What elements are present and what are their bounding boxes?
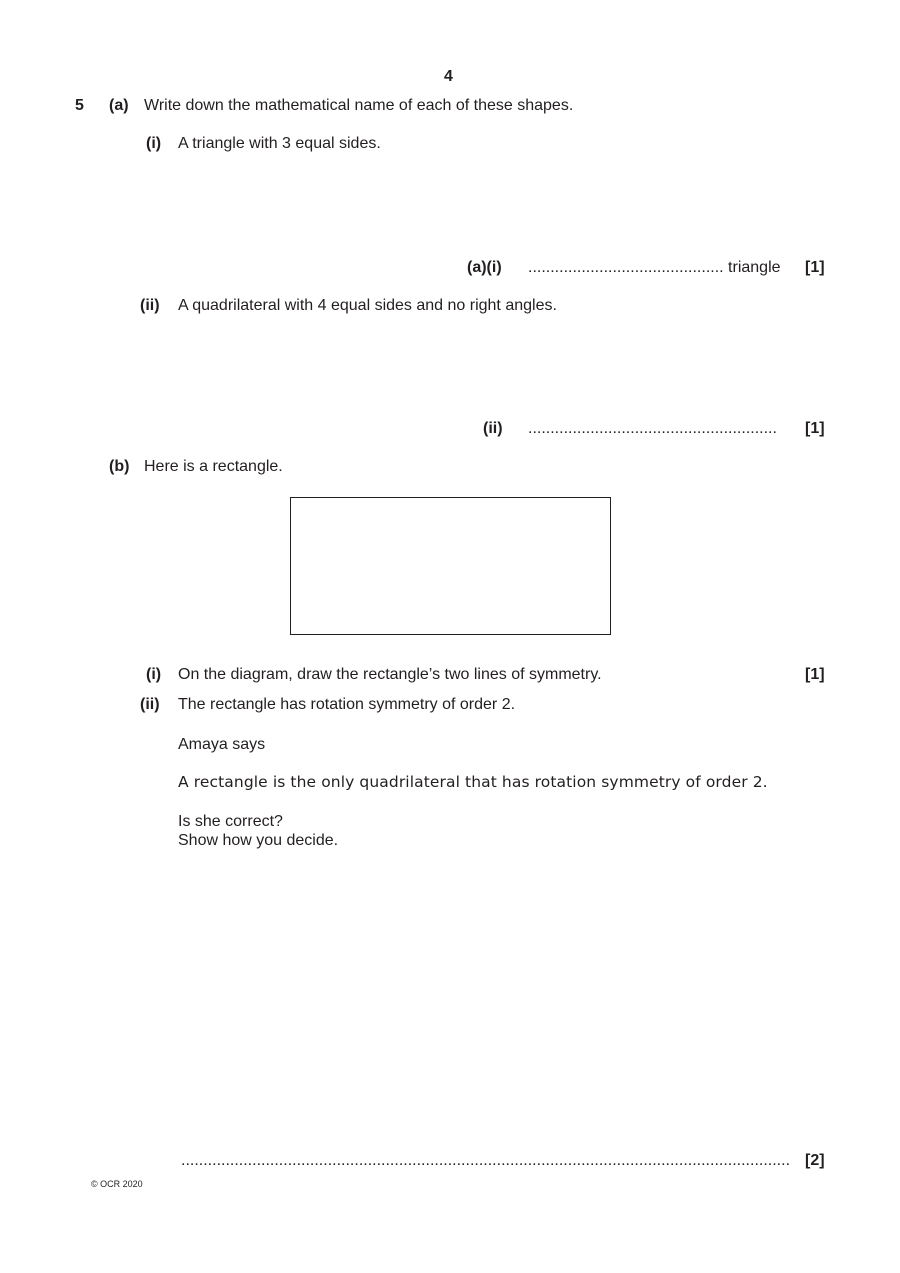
- part-b-i-marks: [1]: [805, 666, 825, 683]
- part-b-i-text: On the diagram, draw the rectangle’s two lines of symmetry.: [178, 666, 602, 683]
- speaker-text: Amaya says: [178, 736, 266, 753]
- part-b-ii-text: The rectangle has rotation symmetry of order 2.: [178, 696, 516, 713]
- part-a-i-label: (i): [146, 135, 162, 152]
- part-a-text: Write down the mathematical name of each of these shapes.: [144, 97, 574, 114]
- part-a-i-answer-ref: (a)(i): [467, 259, 502, 276]
- part-a-i-answer-line[interactable]: ............................................ triangle: [528, 259, 781, 276]
- question-line-1: Is she correct?: [178, 813, 283, 830]
- part-a-ii-answer-line[interactable]: ........................................................: [528, 420, 777, 437]
- question-line-2: Show how you decide.: [178, 832, 339, 849]
- part-a-i-marks: [1]: [805, 259, 825, 276]
- part-a-ii-label: (ii): [140, 297, 160, 314]
- part-a-label: (a): [109, 97, 129, 114]
- part-b-i-label: (i): [146, 666, 162, 683]
- part-a-ii-text: A quadrilateral with 4 equal sides and no right angles.: [178, 297, 557, 314]
- part-b-ii-marks: [2]: [805, 1152, 825, 1169]
- part-b-ii-answer-line[interactable]: .........................................................................................................................................: [181, 1152, 791, 1169]
- part-b-ii-label: (ii): [140, 696, 160, 713]
- part-a-ii-marks: [1]: [805, 420, 825, 437]
- part-a-i-text: A triangle with 3 equal sides.: [178, 135, 381, 152]
- question-number: 5: [75, 97, 84, 114]
- rectangle-diagram[interactable]: [290, 497, 611, 635]
- part-b-text: Here is a rectangle.: [144, 458, 283, 475]
- copyright-footer: © OCR 2020: [91, 1179, 143, 1189]
- page-number: 4: [444, 68, 453, 85]
- part-a-ii-answer-ref: (ii): [483, 420, 503, 437]
- amaya-quote: A rectangle is the only quadrilateral that has rotation symmetry of order 2.: [178, 773, 768, 791]
- part-b-label: (b): [109, 458, 130, 475]
